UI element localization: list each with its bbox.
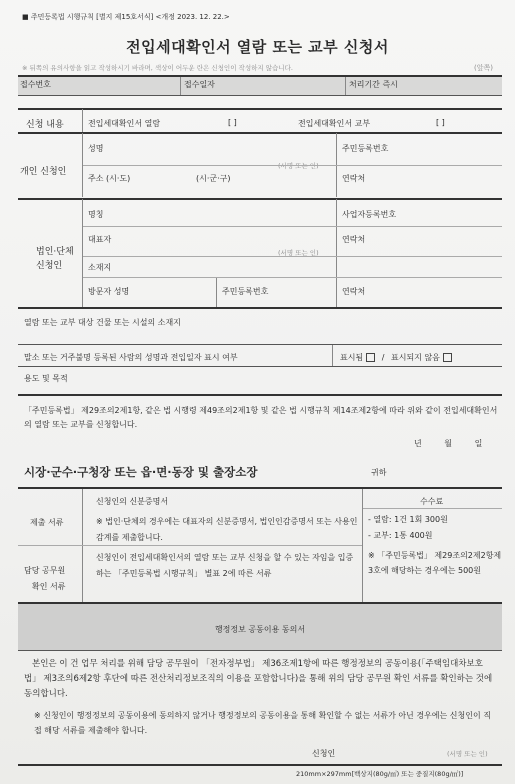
divider [332,345,333,366]
property-address-field[interactable]: 열람 또는 교부 대상 건물 또는 시설의 소재지 [24,318,181,327]
corporate-contact-field[interactable]: 연락처 [342,235,366,244]
declaration-text: 「주민등록법」 제29조의2제1항, 같은 법 시행령 제49조의2제1항 및 같은 법 시행규칙 제14조제2항에 따라 위와 같이 전입세대확인서의 열람 또는 교부를 신청합니다. [24,406,498,429]
consent-signer-label: 신청인 [312,749,336,758]
individual-applicant-label: 개인 신청인 [20,167,67,177]
rule [18,307,502,309]
request-label: 신청 내용 [26,120,64,130]
rule [18,366,502,367]
view-option-label[interactable]: 전입세대확인서 열람 [88,119,161,128]
divider [345,77,346,95]
rule [18,95,502,96]
issue-option-label[interactable]: 전입세대확인서 교부 [298,119,371,128]
fee-issue: - 교부: 1통 400원 [368,531,433,540]
day-label: 일 [474,439,483,448]
individual-rrn-field[interactable]: 주민등록번호 [342,144,389,153]
consent-title: 행정정보 공동이용 동의서 [214,625,306,634]
divider [336,278,337,307]
submit-documents-note: ※ 법인·단체의 경우에는 대표자의 신분증명서, 법인인감증명서 또는 사용인감계를 제출합니다. [96,517,358,542]
divider [362,489,363,602]
rule [363,508,502,509]
fee-note: ※ 「주민등록법」 제29조의2제2항제3호에 해당하는 경우에는 500원 [368,551,502,575]
individual-address-sigungu: (시·군·구) [196,174,231,183]
rule [83,256,502,257]
corporate-applicant-label: 법인·단체 [36,247,74,257]
shown-option-label[interactable]: 표시됨 [340,353,364,362]
rule [18,764,502,766]
display-choice-options [340,352,452,363]
rule [18,198,502,200]
representative-sign-hint: (서명 또는 인) [278,249,319,257]
divider [216,278,217,307]
visitor-contact-field[interactable]: 연락처 [342,287,366,296]
individual-sign-hint: (서명 또는 인) [278,162,319,170]
consent-sign-hint: (서명 또는 인) [447,750,488,758]
confirm-documents-label-2: 확인 서류 [32,582,66,591]
rule [18,545,362,546]
submit-documents-title: 신청인의 신분증명서 [96,497,169,506]
recipient-title: 시장·군수·구청장 또는 읍·면·동장 및 출장소장 [24,465,258,479]
consent-body: 본인은 이 건 업무 처리를 위해 담당 공무원이 「전자정부법」 제36조제1항에 따른 행정정보의 공동이용(「주택임대차보호법」 제3조의6제2항 후단에 따른 전산처리정보조직의 이용을 포함합니다)을 통해 위의 담당 공무원 확인 서류를 확인하는 것에 동의합니다. [24,659,493,699]
rule [18,132,502,134]
submit-documents-label: 제출 서류 [30,518,64,527]
receipt-number-label: 접수번호 [20,80,51,89]
month-label: 월 [444,439,453,448]
representative-field[interactable]: 대표자 [88,235,112,244]
rule [18,394,502,396]
rule [83,277,502,278]
corporate-applicant-label-2: 신청인 [36,261,63,271]
paper-spec-footer: 210mm×297mm[백상지(80g/㎡) 또는 중질지(80g/㎡)] [296,770,464,778]
rule [83,226,502,227]
corporate-name-field[interactable]: 명칭 [88,210,104,219]
rule [83,165,502,166]
fee-title: 수수료 [420,497,444,506]
divider [82,199,83,307]
confirm-documents-label: 담당 공무원 [24,566,66,575]
divider [82,109,83,132]
fee-view: - 열람: 1건 1회 300원 [368,515,448,524]
divider [180,77,181,95]
individual-name-field[interactable]: 성명 [88,144,104,153]
law-reference: ■ 주민등록법 시행규칙 [별지 제15호서식] <개정 2023. 12. 22.> [22,13,230,21]
visitor-name-field[interactable]: 방문자 성명 [88,287,130,296]
rule [18,108,502,110]
individual-contact-field[interactable]: 연락처 [342,174,366,183]
corporate-location-field[interactable]: 소재지 [88,263,112,272]
purpose-field[interactable]: 용도 및 목적 [24,374,68,383]
divider [336,199,337,277]
receipt-row [18,77,502,95]
page-side-label: (앞쪽) [474,64,493,72]
not-shown-option-label[interactable]: 표시되지 않음 [390,353,440,362]
business-number-field[interactable]: 사업자등록번호 [342,210,397,219]
rule [18,650,502,651]
view-option-checkbox[interactable]: [ ] [228,118,237,127]
processing-time-label: 처리기간 즉시 [349,80,398,89]
display-choice-question: 말소 또는 거주불명 등록된 사람의 성명과 전입일자 표시 여부 [24,353,238,362]
recipient-suffix: 귀하 [371,468,387,477]
form-title: 전입세대확인서 열람 또는 교부 신청서 [126,38,389,56]
year-label: 년 [414,439,422,448]
visitor-rrn-field[interactable]: 주민등록번호 [222,287,269,296]
shown-checkbox[interactable] [366,353,375,362]
rule [18,344,502,345]
date-line [414,438,482,449]
option-separator: / [381,353,385,362]
individual-address-field[interactable]: 주소 (시·도) [88,174,131,183]
instruction-note: ※ 뒤쪽의 유의사항을 읽고 작성하시기 바라며, 색상이 어두운 란은 신청인이 작성하지 않습니다. [22,64,293,72]
confirm-documents-text: 신청인이 전입세대확인서의 열람 또는 교부 신청을 할 수 있는 자임을 입증하는 「주민등록법 시행규칙」 별표 2에 따른 서류 [96,553,354,578]
rule [18,487,502,489]
receipt-date-label: 접수일자 [184,80,215,89]
issue-option-checkbox[interactable]: [ ] [436,118,445,127]
not-shown-checkbox[interactable] [443,353,452,362]
consent-note: ※ 신청인이 행정정보의 공동이용에 동의하지 않거나 행정정보의 공동이용을 통해 확인할 수 없는 서류가 아닌 경우에는 신청인이 직접 해당 서류를 제출해야 합니다. [34,711,491,735]
